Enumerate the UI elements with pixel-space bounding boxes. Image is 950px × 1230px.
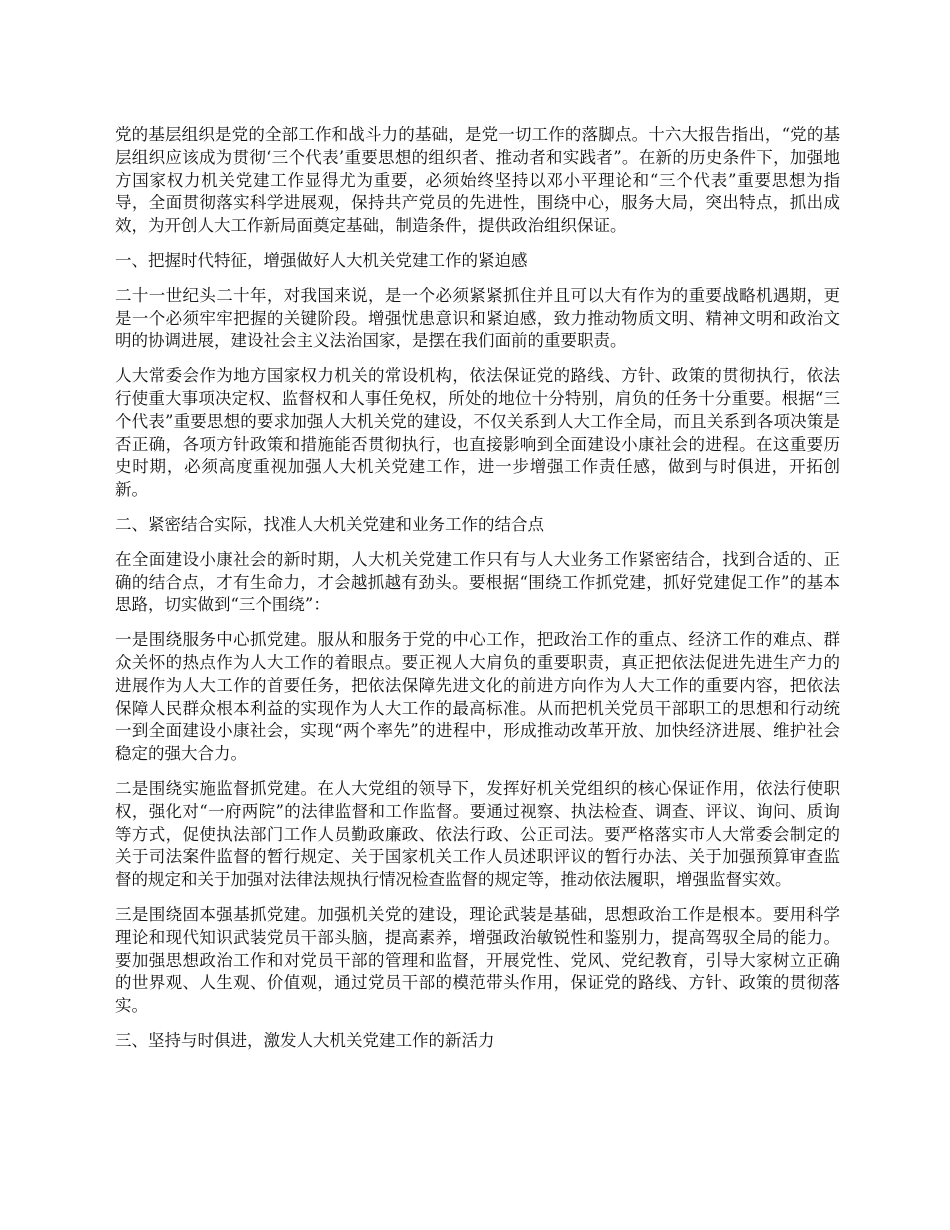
intro-paragraph: 党的基层组织是党的全部工作和战斗力的基础，是党一切工作的落脚点。十六大报告指出，“党的基层组织应该成为贯彻‘三个代表’重要思想的组织者、推动者和实践者”。在新的历史条件下，加强地方国家权力机关党建工作显得尤为重要，必须始终坚持以邓小平理论和“三个代表”重要思想为指导，全面贯彻落实科学进展观，保持共产党员的先进性，围绕中心，服务大局，突出特点，抓出成效，为开创人大工作新局面奠定基础，制造条件，提供政治组织保证。 (115, 125, 840, 236)
section-2-paragraph-4: 三是围绕固本强基抓党建。加强机关党的建设，理论武装是基础，思想政治工作是根本。要用科学理论和现代知识武装党员干部头脑，提高素养，增强政治敏锐性和鉴别力，提高驾驭全局的能力。要加强思想政治工作和对党员干部的管理和监督，开展党性、党风、党纪教育，引导大家树立正确的世界观、人生观、价值观，通过党员干部的模范带头作用，保证党的路线、方针、政策的贯彻落实。 (115, 904, 840, 1016)
document-page (115, 124, 840, 1065)
section-1-paragraph-1: 二十一世纪头二十年，对我国来说，是一个必须紧紧抓住并且可以大有作为的重要战略机遇期，更是一个必须牢牢把握的关键阶段。增强忧患意识和紧迫感，致力推动物质文明、精神文明和政治文明的协调进展，建设社会主义法治国家，是摆在我们面前的重要职责。 (115, 285, 840, 351)
section-2-paragraph-3: 二是围绕实施监督抓党建。在人大党组的领导下，发挥好机关党组织的核心保证作用，依法行使职权，强化对“一府两院”的法律监督和工作监督。要通过视察、执法检查、调查、评议、询问、质询等方式，促使执法部门工作人员勤政廉政、依法行政、公正司法。要严格落实市人大常委会制定的关于司法案件监督的暂行规定、关于国家机关工作人员述职评议的暂行办法、关于加强预算审查监督的规定和关于加强对法律法规执行情况检查监督的规定等，推动依法履职，增强监督实效。 (115, 778, 840, 890)
section-1-paragraph-2: 人大常委会作为地方国家权力机关的常设机构，依法保证党的路线、方针、政策的贯彻执行，依法行使重大事项决定权、监督权和人事任免权，所处的地位十分特别，肩负的任务十分重要。根据“三个代表”重要思想的要求加强人大机关党的建设，不仅关系到人大工作全局，而且关系到各项决策是否正确，各项方针政策和措施能否贯彻执行，也直接影响到全面建设小康社会的进程。在这重要历史时期，必须高度重视加强人大机关党建工作，进一步增强工作责任感，做到与时俱进，开拓创新。 (115, 366, 840, 500)
section-heading-1: 一、把握时代特征，增强做好人大机关党建工作的紧迫感 (115, 250, 528, 270)
section-heading-2: 二、紧密结合实际，找准人大机关党建和业务工作的结合点 (115, 514, 544, 534)
section-heading-3: 三、坚持与时俱进，激发人大机关党建工作的新活力 (115, 1030, 495, 1050)
section-2-paragraph-1: 在全面建设小康社会的新时期，人大机关党建工作只有与人大业务工作紧密结合，找到合适的、正确的结合点，才有生命力，才会越抓越有劲头。要根据“围绕工作抓党建，抓好党建促工作”的基本思路，切实做到“三个围绕”： (115, 549, 840, 615)
section-2-paragraph-2: 一是围绕服务中心抓党建。服从和服务于党的中心工作，把政治工作的重点、经济工作的难点、群众关怀的热点作为人大工作的着眼点。要正视人大肩负的重要职责，真正把依法促进先进生产力的进展作为人大工作的首要任务，把依法保障先进文化的前进方向作为人大工作的重要内容，把依法保障人民群众根本利益的实现作为人大工作的最高标准。从而把机关党员干部职工的思想和行动统一到全面建设小康社会，实现“两个率先”的进程中，形成推动改革开放、加快经济进展、维护社会稳定的强大合力。 (115, 630, 840, 764)
